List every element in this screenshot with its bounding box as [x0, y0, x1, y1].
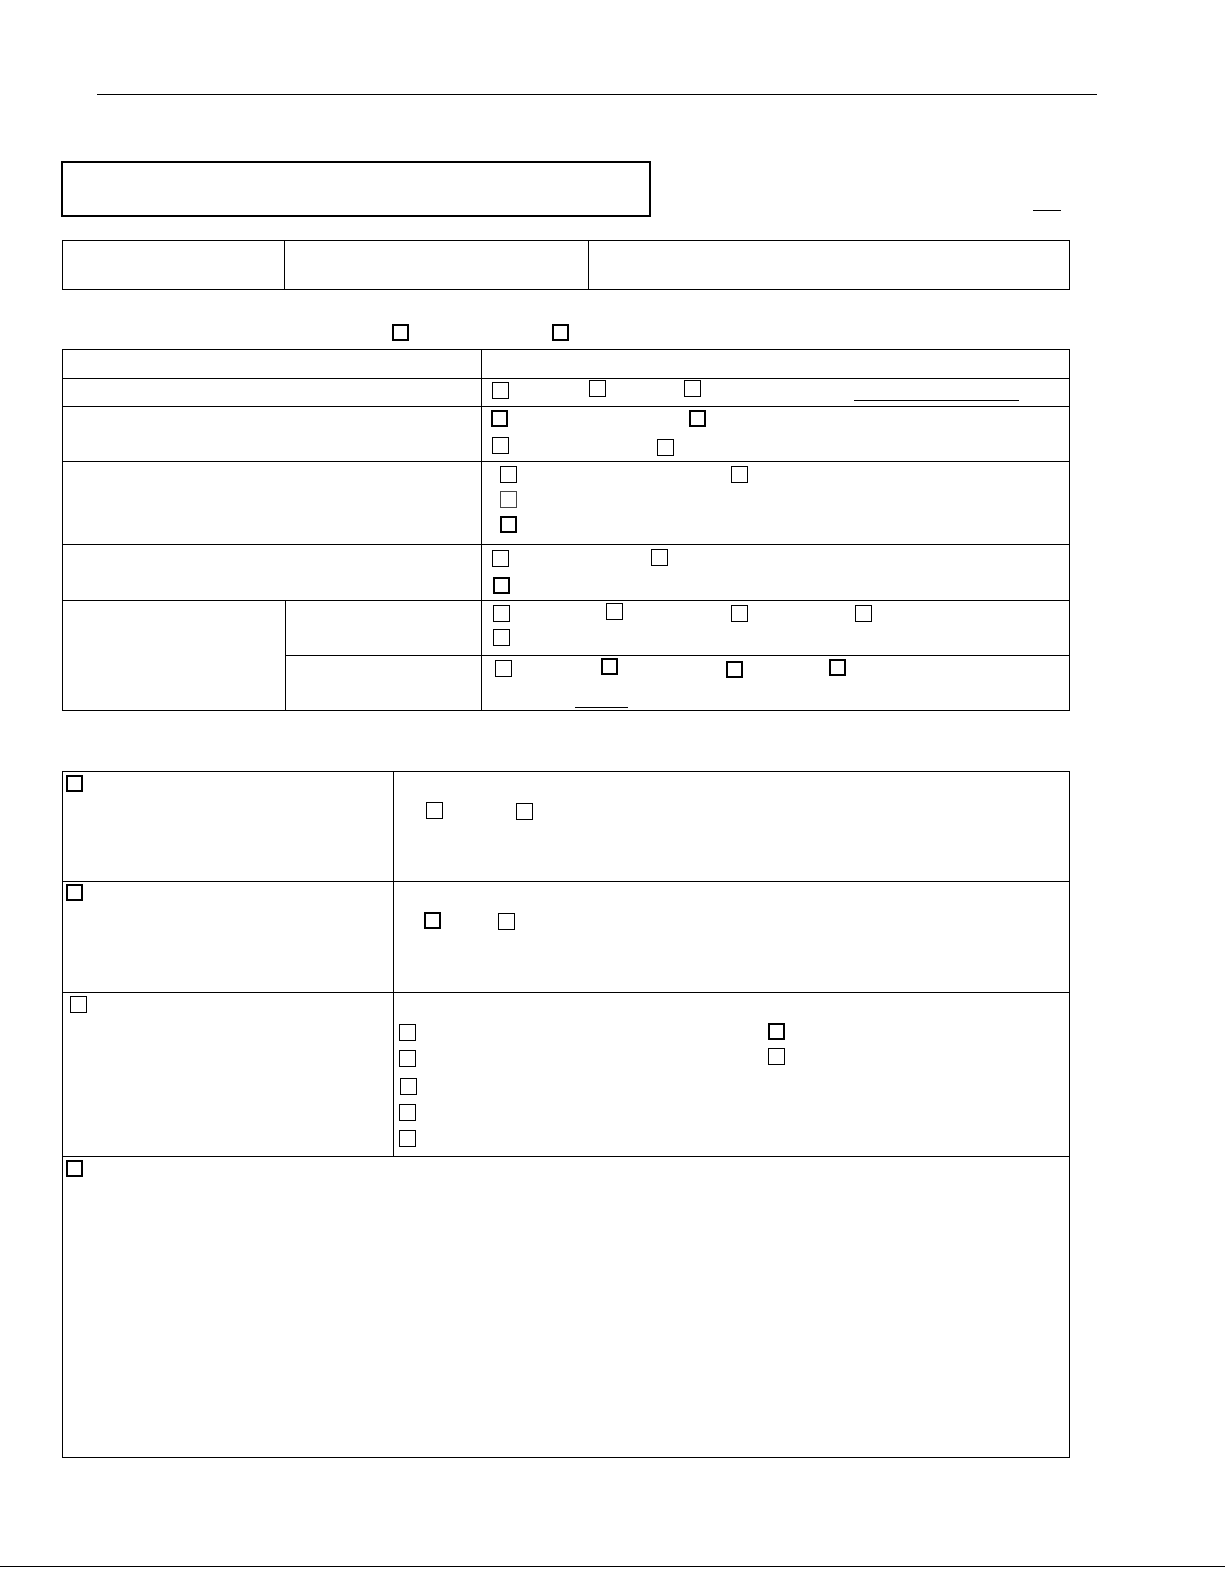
- row-2-checkbox-3[interactable]: [684, 380, 701, 397]
- row-5-checkbox-2[interactable]: [651, 549, 668, 566]
- row-6-checkbox-1[interactable]: [493, 605, 510, 622]
- row-4-checkbox-1[interactable]: [500, 466, 517, 483]
- table-row-6-sublabel: [285, 600, 482, 656]
- row-5-checkbox-1[interactable]: [492, 550, 509, 567]
- section-2-row-2-option-1[interactable]: [424, 912, 441, 929]
- row-4-checkbox-2[interactable]: [731, 466, 748, 483]
- table-row-4-value: [481, 461, 1070, 545]
- info-field-1[interactable]: [62, 240, 285, 290]
- section-2-row-2-option-2[interactable]: [498, 913, 515, 930]
- row-3-checkbox-3[interactable]: [492, 437, 509, 454]
- row-2-checkbox-2[interactable]: [589, 380, 606, 397]
- option-checkbox-b[interactable]: [552, 324, 569, 341]
- row-6-checkbox-2[interactable]: [606, 603, 623, 620]
- page-number-underline: [1033, 210, 1061, 211]
- section-2-row-3-option-1[interactable]: [399, 1024, 416, 1041]
- section-2-row-1-value: [393, 771, 1070, 882]
- table-row-1-value[interactable]: [481, 349, 1070, 379]
- table-row-5-value: [481, 544, 1070, 601]
- footer-rule: [0, 1566, 1225, 1567]
- table-row-7-value: [481, 655, 1070, 711]
- section-2-row-3-option-4[interactable]: [768, 1048, 785, 1065]
- header-rule: [97, 94, 1097, 95]
- table-row-1-label: [62, 349, 482, 379]
- row-7-checkbox-4[interactable]: [829, 659, 846, 676]
- row-6-checkbox-4[interactable]: [855, 605, 872, 622]
- section-2-row-3-value: [393, 992, 1070, 1157]
- section-2-row-3-select-checkbox[interactable]: [70, 996, 87, 1013]
- row-5-checkbox-3[interactable]: [493, 577, 510, 594]
- title-box: [61, 161, 651, 217]
- table-row-2-value: [481, 378, 1070, 407]
- table-row-6-group-label: [62, 600, 286, 711]
- section-2-row-2-value: [393, 881, 1070, 993]
- option-checkbox-a[interactable]: [392, 324, 409, 341]
- section-2-row-3-option-2[interactable]: [768, 1023, 785, 1040]
- table-row-5-label: [62, 544, 482, 601]
- row-3-checkbox-1[interactable]: [491, 410, 508, 427]
- section-2-row-1-option-2[interactable]: [516, 803, 533, 820]
- table-row-3-value: [481, 406, 1070, 462]
- table-row-2-label: [62, 378, 482, 407]
- section-2-row-4-full[interactable]: [62, 1156, 1070, 1458]
- section-2-row-1-select-checkbox[interactable]: [66, 775, 83, 792]
- section-2-row-3-option-6[interactable]: [399, 1104, 416, 1121]
- row-7-checkbox-3[interactable]: [726, 661, 743, 678]
- row-7-checkbox-2[interactable]: [601, 658, 618, 675]
- table-row-7-sublabel: [285, 655, 482, 711]
- section-2-row-2-label: [62, 881, 394, 993]
- section-2-row-2-select-checkbox[interactable]: [66, 884, 83, 901]
- row-4-checkbox-3[interactable]: [500, 491, 517, 508]
- row-3-checkbox-4[interactable]: [657, 439, 674, 456]
- section-2-row-3-label: [62, 992, 394, 1157]
- row-6-checkbox-5[interactable]: [493, 629, 510, 646]
- section-2-row-1-label: [62, 771, 394, 882]
- table-row-3-label: [62, 406, 482, 462]
- section-2-row-1-option-1[interactable]: [426, 802, 443, 819]
- section-2-row-4-select-checkbox[interactable]: [66, 1160, 83, 1177]
- section-2-row-3-option-7[interactable]: [399, 1130, 416, 1147]
- section-2-row-3-option-3[interactable]: [399, 1050, 416, 1067]
- info-field-2[interactable]: [284, 240, 589, 290]
- row-7-underline: [575, 707, 628, 708]
- row-3-checkbox-2[interactable]: [689, 410, 706, 427]
- row-6-checkbox-3[interactable]: [731, 605, 748, 622]
- table-row-6-value: [481, 600, 1070, 656]
- row-2-underline: [854, 400, 1019, 401]
- section-2-row-3-option-5[interactable]: [400, 1078, 417, 1095]
- table-row-4-label: [62, 461, 482, 545]
- row-7-checkbox-1[interactable]: [495, 660, 512, 677]
- info-field-3[interactable]: [588, 240, 1070, 290]
- row-4-checkbox-4[interactable]: [500, 516, 517, 533]
- row-2-checkbox-1[interactable]: [492, 382, 509, 399]
